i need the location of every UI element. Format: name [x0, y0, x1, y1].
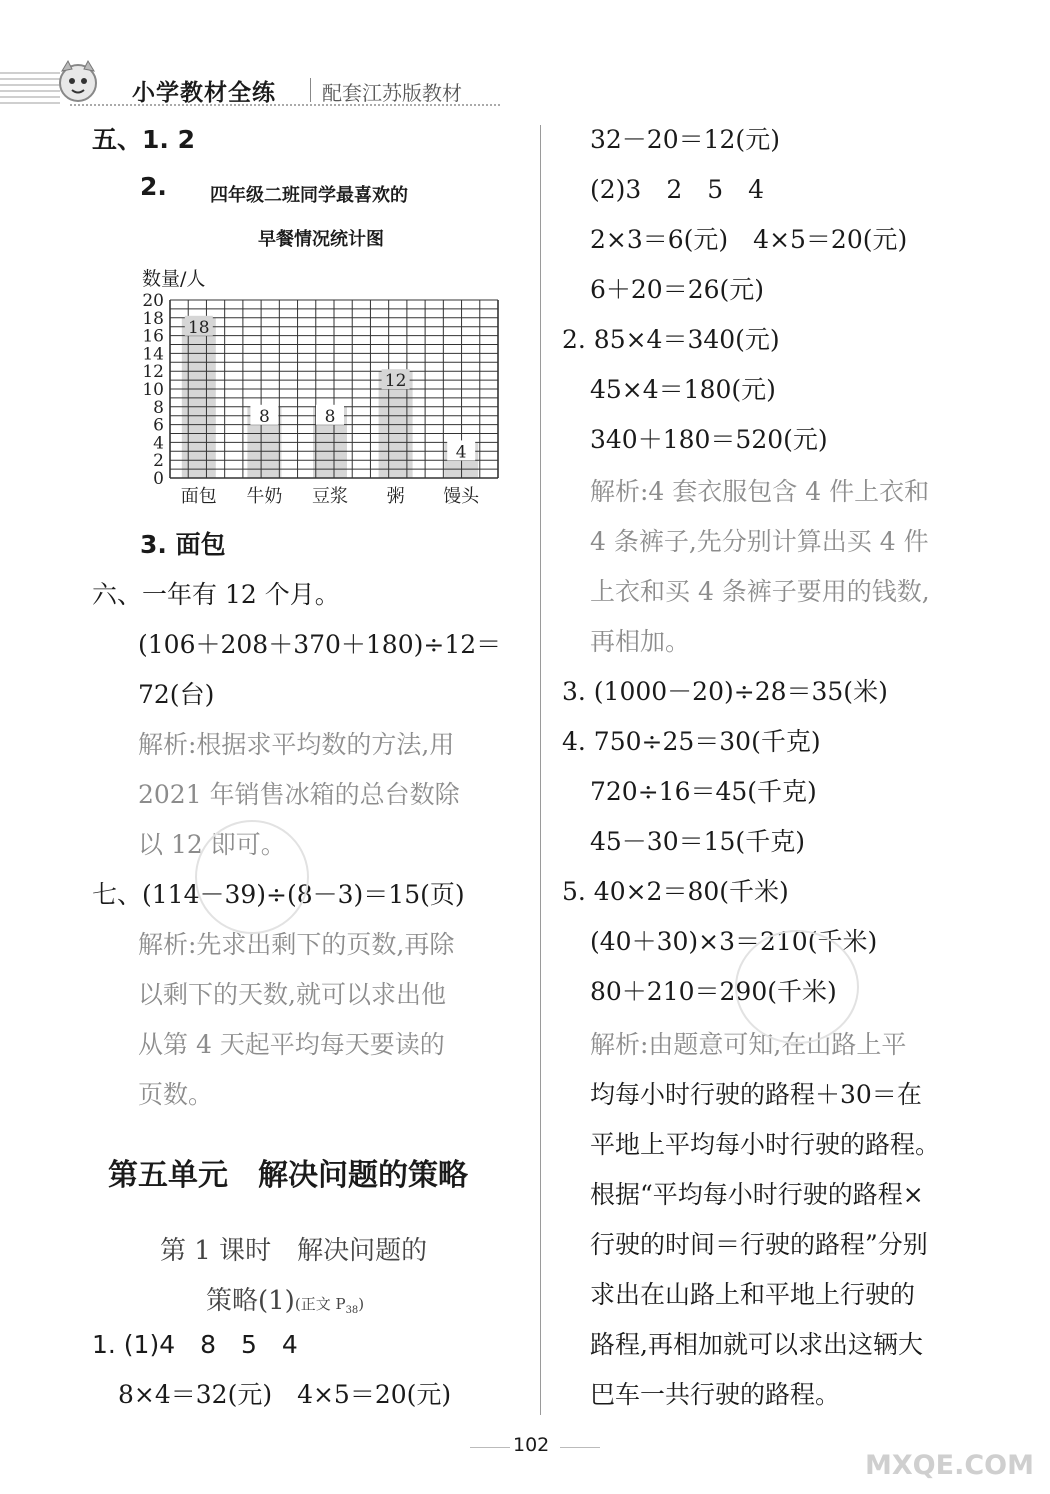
chart-category-label: 牛奶 — [246, 486, 283, 507]
answer-6-line-3: 72(台) — [138, 680, 215, 709]
chart-y-tick-label: 10 — [142, 380, 164, 400]
right-analysis-5-8: 巴车一共行驶的路程。 — [590, 1380, 841, 1409]
right-analysis-5-6: 求出在山路上和平地上行驶的 — [590, 1280, 916, 1309]
right-line-5-calc-1: (40＋30)×3＝210(千米) — [590, 927, 878, 956]
unit-title: 第五单元 解决问题的策略 — [108, 1158, 468, 1193]
answer-6-analysis-2: 2021 年销售冰箱的总台数除 — [138, 780, 460, 809]
header-rule — [70, 104, 500, 106]
watermark-stamp — [735, 930, 859, 1044]
chart-data-label: 12 — [384, 371, 407, 392]
answer-7-line-1: 七、(114－39)÷(8－3)＝15(页) — [92, 880, 465, 909]
answer-6-line-1: 六、一年有 12 个月。 — [92, 580, 340, 609]
book-title: 小学教材全练 — [132, 80, 276, 106]
chart-category-label: 馒头 — [443, 486, 480, 507]
answer-6-line-2: (106＋208＋370＋180)÷12＝ — [138, 630, 502, 659]
right-analysis-2-1: 解析:4 套衣服包含 4 件上衣和 — [590, 477, 930, 506]
chart-y-tick-label: 8 — [153, 397, 164, 418]
answer-6-analysis-1: 解析:根据求平均数的方法,用 — [138, 730, 455, 759]
chart-category-label: 豆浆 — [312, 486, 348, 507]
header-separator — [310, 78, 311, 102]
right-analysis-2-2: 4 条裤子,先分别计算出买 4 件 — [590, 527, 929, 556]
chart-y-tick-label: 18 — [142, 308, 164, 329]
right-line-4-calc-1: 720÷16＝45(千克) — [590, 777, 817, 806]
chart-data-label: 8 — [258, 406, 270, 427]
mascot-icon — [52, 55, 104, 107]
answer-7-analysis-2: 以剩下的天数,就可以求出他 — [138, 980, 446, 1009]
chart-subtitle: 早餐情况统计图 — [258, 229, 384, 250]
answer-5-2-number: 2. — [140, 172, 167, 201]
right-analysis-5-2: 均每小时行驶的路程＋30＝在 — [590, 1080, 922, 1109]
right-line-1: 32－20＝12(元) — [590, 125, 780, 154]
right-analysis-5-7: 路程,再相加就可以求出这辆大 — [590, 1330, 923, 1359]
right-line-5: 2. 85×4＝340(元) — [562, 325, 780, 354]
watermark-stamp — [195, 820, 309, 934]
chart-category-label: 面包 — [180, 486, 217, 507]
chart-y-label: 数量/人 — [142, 268, 206, 290]
chart-y-tick-label: 6 — [153, 415, 164, 436]
right-line-6: 45×4＝180(元) — [590, 375, 776, 404]
answer-6-analysis-3: 以 12 即可。 — [138, 830, 286, 859]
chart-y-tick-label: 2 — [153, 451, 164, 472]
right-line-4-calc-2: 45－30＝15(千克) — [590, 827, 805, 856]
chart-category-label: 粥 — [386, 486, 405, 507]
right-line-3: 2×3＝6(元) 4×5＝20(元) — [590, 225, 908, 254]
right-line-2: (2)3 2 5 4 — [590, 175, 765, 204]
chart-y-tick-label: 20 — [142, 291, 164, 311]
right-analysis-5-3: 平地上平均每小时行驶的路程。 — [590, 1130, 941, 1159]
footer-rule-right — [560, 1447, 600, 1448]
footer-rule-left — [470, 1447, 510, 1448]
lesson-title-line-2 — [206, 1280, 364, 1317]
chart-y-tick-label: 12 — [142, 362, 164, 383]
right-line-3-answer: 3. (1000－20)÷28＝35(米) — [562, 677, 888, 706]
lesson-title-text: 策略(1) — [206, 1286, 295, 1316]
bar-chart — [120, 285, 520, 515]
book-subtitle: 配套江苏版教材 — [322, 81, 462, 105]
column-divider — [540, 125, 541, 1415]
watermark-text: MXQE.COM — [865, 1450, 1034, 1481]
chart-y-tick-label: 0 — [153, 469, 164, 489]
chart-y-tick-label: 4 — [153, 433, 164, 454]
answer-5-3: 3. 面包 — [140, 530, 226, 559]
answer-7-analysis-1: 解析:先求出剩下的页数,再除 — [138, 930, 455, 959]
right-line-4: 6＋20＝26(元) — [590, 275, 765, 304]
right-analysis-5-5: 行驶的时间＝行驶的路程”分别 — [590, 1230, 928, 1259]
right-analysis-2-3: 上衣和买 4 条裤子要用的钱数, — [590, 577, 930, 606]
chart-data-label: 4 — [455, 442, 467, 463]
lesson-title-line-1: 第 1 课时 解决问题的 — [160, 1236, 428, 1266]
page-number: 102 — [513, 1434, 550, 1456]
right-line-7: 340＋180＝520(元) — [590, 425, 828, 454]
lesson-ref: (正文 $P_{38}$) — [294, 1295, 365, 1316]
chart-y-tick-label: 14 — [142, 344, 164, 365]
right-line-5-answer: 5. 40×2＝80(千米) — [562, 877, 789, 906]
right-analysis-5-1: 解析:由题意可知,在山路上平 — [590, 1030, 907, 1059]
right-line-5-calc-2: 80＋210＝290(千米) — [590, 977, 837, 1006]
answer-7-analysis-3: 从第 4 天起平均每天要读的 — [138, 1030, 445, 1059]
answer-5-1: 五、1. 2 — [92, 125, 195, 154]
chart-data-label: 18 — [187, 317, 210, 338]
header-decoration — [0, 72, 60, 104]
answer-7-analysis-4: 页数。 — [138, 1080, 214, 1109]
chart-y-tick-label: 16 — [142, 326, 164, 347]
chart-data-label: 8 — [324, 406, 336, 427]
right-analysis-2-4: 再相加。 — [590, 627, 691, 656]
answer-1-1: 1. (1)4 8 5 4 — [92, 1330, 298, 1359]
right-analysis-5-4: 根据“平均每小时行驶的路程× — [590, 1180, 924, 1209]
right-line-4-answer: 4. 750÷25＝30(千克) — [562, 727, 821, 756]
chart-title: 四年级二班同学最喜欢的 — [210, 185, 408, 206]
answer-1-1-calc: 8×4＝32(元) 4×5＝20(元) — [118, 1380, 452, 1409]
